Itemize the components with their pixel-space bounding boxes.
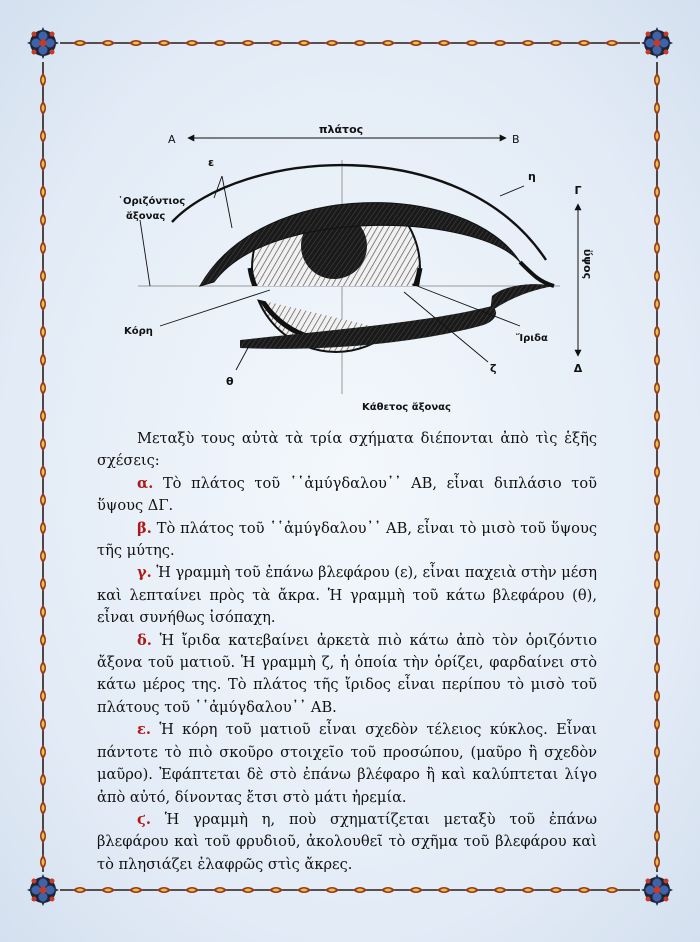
label-ypsos: ὕψος <box>581 248 594 280</box>
intro-paragraph: Μεταξὺ τους αὐτὰ τὰ τρία σχήματα διέπονται ἀπὸ τὶς ἑξῆς σχέσεις: <box>97 430 597 470</box>
eye-proportion-diagram <box>0 0 700 430</box>
item-marker: δ. <box>137 631 152 649</box>
item-delta <box>97 630 597 720</box>
label-gamma: Γ <box>574 184 582 197</box>
label-horizontal-axis-2: ἄξονας <box>126 211 166 222</box>
label-delta: Δ <box>573 362 583 375</box>
body-text <box>97 428 597 876</box>
label-epsilon: ε <box>208 156 215 169</box>
item-marker: α. <box>137 474 154 492</box>
label-zeta: ζ <box>490 362 497 375</box>
item-gamma <box>97 562 597 629</box>
label-kori: Κόρη <box>124 326 153 337</box>
corner-ornament-bottom-right <box>641 874 673 906</box>
corner-ornament-bottom-left <box>27 874 59 906</box>
label-eta: η <box>528 170 536 183</box>
item-epsilon <box>97 719 597 809</box>
label-irida: Ἴριδα <box>516 333 548 344</box>
item-text: Ἡ γραμμὴ η, ποὺ σχηματίζεται μεταξὺ τοῦ ἐπάνω βλεφάρου καὶ τοῦ φρυδιοῦ, ἀκολουθεῖ τὸ σχῆμα τοῦ βλεφάρου καὶ τὸ πλησιάζει ἐλαφρῶς στὶς ἄκρες. <box>97 810 597 873</box>
item-stigma <box>97 809 597 876</box>
item-marker: ε. <box>137 721 151 739</box>
label-theta: θ <box>226 375 234 388</box>
label-vertical-axis: Κάθετος ἄξονας <box>362 402 451 413</box>
item-marker: γ. <box>137 564 152 582</box>
item-text: Τὸ πλάτος τοῦ ῾῾ἀμύγδαλου᾿᾿ ΑΒ, εἶναι τὸ μισὸ τοῦ ὕψους τῆς μύτης. <box>97 519 598 560</box>
item-text: Ἡ κόρη τοῦ ματιοῦ εἶναι σχεδὸν τέλειος κύκλος. Εἶναι πάντοτε τὸ πιὸ σκοῦρο στοιχεῖο τοῦ προσώπου, (μαῦρο ἢ σχεδὸν μαῦρο). Ἐφάπτεται δὲ στὸ ἐπάνω βλέφαρο ἢ καὶ καλύπτεται λίγο ἀπὸ αὐτό, δίνοντας ἔτσι στὸ μάτι ἠρεμία. <box>97 721 597 806</box>
label-b: B <box>512 133 520 146</box>
item-text: Ἡ ἴριδα κατεβαίνει ἀρκετὰ πιὸ κάτω ἀπὸ τὸν ὁριζόντιο ἄξονα τοῦ ματιοῦ. Ἡ γραμμὴ ζ, ἡ ὁποία τὴν ὁρίζει, φαρδαίνει στὸ κάτω μέρος της. Τὸ πλάτος τῆς ἴριδος εἶναι περίπου τὸ μισὸ τοῦ πλάτους τοῦ ῾῾ἀμύγδαλου᾿᾿ ΑΒ. <box>97 631 597 716</box>
item-alpha <box>97 473 597 518</box>
item-text: Ἡ γραμμὴ τοῦ ἐπάνω βλεφάρου (ε), εἶναι παχειὰ στὴν μέση καὶ λεπταίνει πρὸς τὰ ἄκρα. Ἡ γραμμὴ τοῦ κάτω βλεφάρου (θ), εἶναι συνήθως ἰσόπαχη. <box>97 564 598 627</box>
label-platos: πλάτος <box>318 123 364 136</box>
label-a: A <box>168 133 176 146</box>
item-beta <box>97 518 597 563</box>
label-horizontal-axis-1: ῾Οριζόντιος <box>118 196 186 207</box>
item-marker: ϛ. <box>137 810 151 828</box>
item-marker: β. <box>137 519 152 537</box>
item-text: Τὸ πλάτος τοῦ ῾῾ἀμύγδαλου᾿᾿ ΑΒ, εἶναι διπλάσιο τοῦ ὕψους ΔΓ. <box>97 474 597 515</box>
outer-eye-corner <box>490 284 554 312</box>
